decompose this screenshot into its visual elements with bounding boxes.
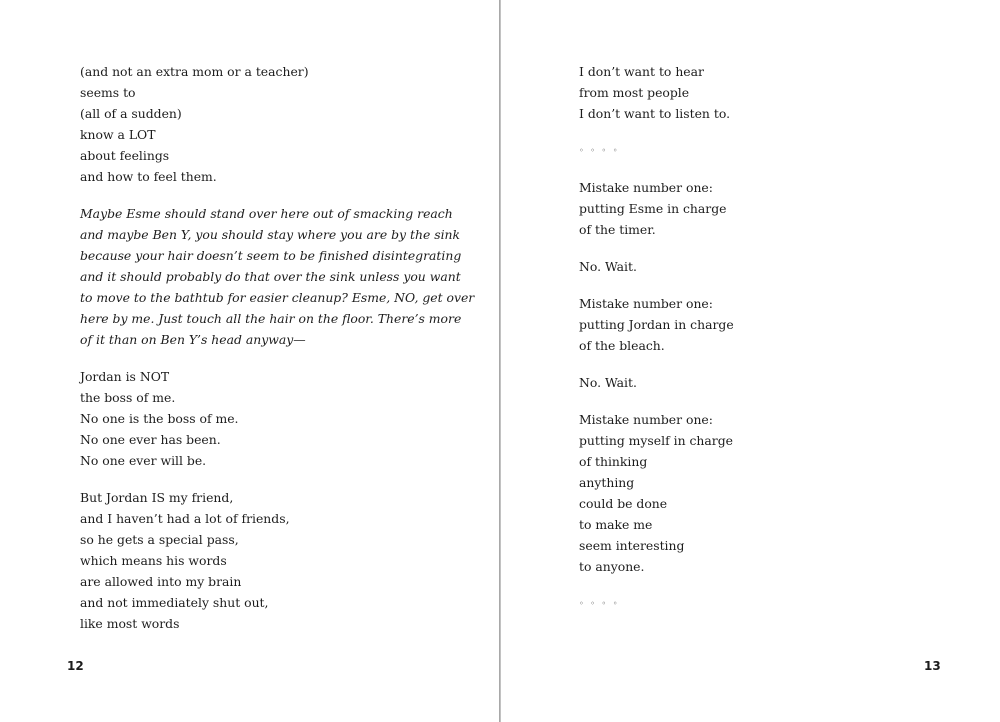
- stanza: [80, 61, 450, 187]
- text-line: know a LOT: [80, 127, 156, 142]
- text-line: I don’t want to hear: [579, 64, 704, 79]
- text-line: about feelings: [80, 148, 170, 163]
- stanza: [579, 177, 959, 240]
- text-line: and maybe Ben Y, you should stay where you are by the sink: [80, 227, 461, 242]
- section-break-ornament: ◦ ◦ ◦ ◦: [579, 146, 620, 155]
- text-line: Mistake number one:: [579, 296, 713, 311]
- text-line: to move to the bathtub for easier cleanup? Esme, NO, get over: [80, 290, 475, 305]
- stanza: [80, 203, 475, 350]
- text-line: putting Jordan in charge: [579, 317, 734, 332]
- text-line: But Jordan IS my friend,: [80, 490, 234, 505]
- right-page: [500, 0, 1000, 722]
- stanza: [80, 366, 450, 471]
- text-line: putting Esme in charge: [579, 201, 727, 216]
- stanza: [579, 372, 959, 393]
- text-line: of it than on Ben Y’s head anyway—: [80, 332, 306, 347]
- text-line: which means his words: [80, 553, 227, 568]
- text-line: seems to: [80, 85, 136, 100]
- text-line: putting myself in charge: [579, 433, 733, 448]
- text-line: No. Wait.: [579, 375, 637, 390]
- text-line: (and not an extra mom or a teacher): [80, 64, 309, 79]
- stanza: [579, 256, 959, 277]
- stanza: [80, 487, 450, 634]
- text-line: are allowed into my brain: [80, 574, 242, 589]
- text-line: the boss of me.: [80, 390, 176, 405]
- text-line: to make me: [579, 517, 653, 532]
- stanza: [579, 61, 959, 124]
- text-line: Maybe Esme should stand over here out of smacking reach: [80, 206, 453, 221]
- left-page-text: [80, 61, 475, 650]
- text-line: (all of a sudden): [80, 106, 182, 121]
- text-line: I don’t want to listen to.: [579, 106, 731, 121]
- page-number-right: 13: [924, 659, 941, 673]
- stanza: [579, 409, 959, 577]
- text-line: of the timer.: [579, 222, 656, 237]
- text-line: No one ever will be.: [80, 453, 207, 468]
- text-line: and not immediately shut out,: [80, 595, 269, 610]
- text-line: from most people: [579, 85, 690, 100]
- text-line: because your hair doesn’t seem to be finished disintegrating: [80, 248, 462, 263]
- text-line: and I haven’t had a lot of friends,: [80, 511, 290, 526]
- section-break: [579, 593, 959, 614]
- text-line: and how to feel them.: [80, 169, 217, 184]
- stanza: [579, 293, 959, 356]
- section-break: [579, 140, 959, 161]
- text-line: No one is the boss of me.: [80, 411, 239, 426]
- page-number-left: 12: [67, 659, 84, 673]
- text-line: of the bleach.: [579, 338, 665, 353]
- text-line: seem interesting: [579, 538, 685, 553]
- text-line: so he gets a special pass,: [80, 532, 239, 547]
- text-line: and it should probably do that over the sink unless you want: [80, 269, 461, 284]
- text-line: of thinking: [579, 454, 648, 469]
- text-line: No one ever has been.: [80, 432, 221, 447]
- text-line: could be done: [579, 496, 668, 511]
- text-line: anything: [579, 475, 635, 490]
- text-line: here by me. Just touch all the hair on the floor. There’s more: [80, 311, 462, 326]
- text-line: Mistake number one:: [579, 180, 713, 195]
- section-break-ornament: ◦ ◦ ◦ ◦: [579, 599, 620, 608]
- right-page-text: [579, 61, 959, 630]
- text-line: No. Wait.: [579, 259, 637, 274]
- text-line: Mistake number one:: [579, 412, 713, 427]
- text-line: like most words: [80, 616, 180, 631]
- text-line: to anyone.: [579, 559, 645, 574]
- text-line: Jordan is NOT: [80, 369, 170, 384]
